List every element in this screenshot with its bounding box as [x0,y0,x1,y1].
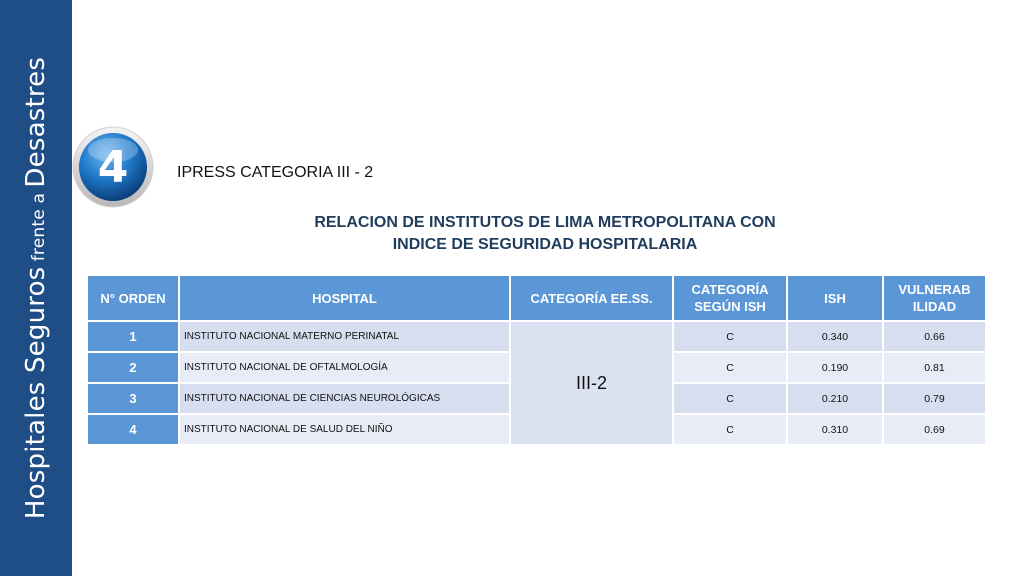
row-categoria-ish: C [674,353,786,382]
row-hospital: INSTITUTO NACIONAL DE CIENCIAS NEUROLÓGICAS [180,384,509,413]
header-categoria-ish [674,276,786,320]
sidebar-title-part3: Desastres [21,56,51,188]
header-categoria-ish-line2: SEGÚN ISH [694,299,766,314]
row-vulnerabilidad: 0.81 [884,353,985,382]
header-categoria: CATEGORÍA EE.SS. [511,276,672,320]
row-ish: 0.210 [788,384,882,413]
table-row [88,322,985,351]
hospital-table [86,274,987,446]
number-badge-icon [72,126,154,208]
row-vulnerabilidad: 0.79 [884,384,985,413]
subtitle: IPRESS CATEGORIA III - 2 [177,164,374,181]
row-hospital: INSTITUTO NACIONAL DE OFTALMOLOGÍA [180,353,509,382]
row-categoria-ish: C [674,384,786,413]
header-vuln-line2: ILIDAD [912,299,957,314]
sidebar [0,0,72,576]
sidebar-title-part2: frente a [29,192,49,262]
title-line2: INDICE DE SEGURIDAD HOSPITALARIA [392,236,698,253]
row-orden: 1 [88,322,178,351]
row-categoria-ish: C [674,322,786,351]
sidebar-title [21,57,51,519]
row-vulnerabilidad: 0.69 [884,415,985,444]
page-title [280,212,810,256]
row-orden: 3 [88,384,178,413]
header-hospital: HOSPITAL [180,276,509,320]
row-orden: 2 [88,353,178,382]
sidebar-title-part1: Hospitales Seguros [21,266,51,520]
row-vulnerabilidad: 0.66 [884,322,985,351]
header-vuln-line1: VULNERAB [898,282,971,297]
row-ish: 0.310 [788,415,882,444]
row-categoria-ish: C [674,415,786,444]
row-ish: 0.340 [788,322,882,351]
title-line1: RELACION DE INSTITUTOS DE LIMA METROPOLITANA CON [314,214,776,231]
categoria-cell: III-2 [511,322,672,444]
row-ish: 0.190 [788,353,882,382]
row-hospital: INSTITUTO NACIONAL MATERNO PERINATAL [180,322,509,351]
header-vulnerabilidad [884,276,985,320]
badge-number: 4 [97,142,129,193]
header-categoria-ish-line1: CATEGORÍA [691,282,769,297]
row-hospital: INSTITUTO NACIONAL DE SALUD DEL NIÑO [180,415,509,444]
header-orden: N° ORDEN [88,276,178,320]
header-ish: ISH [788,276,882,320]
row-orden: 4 [88,415,178,444]
table-header-row [88,276,985,320]
